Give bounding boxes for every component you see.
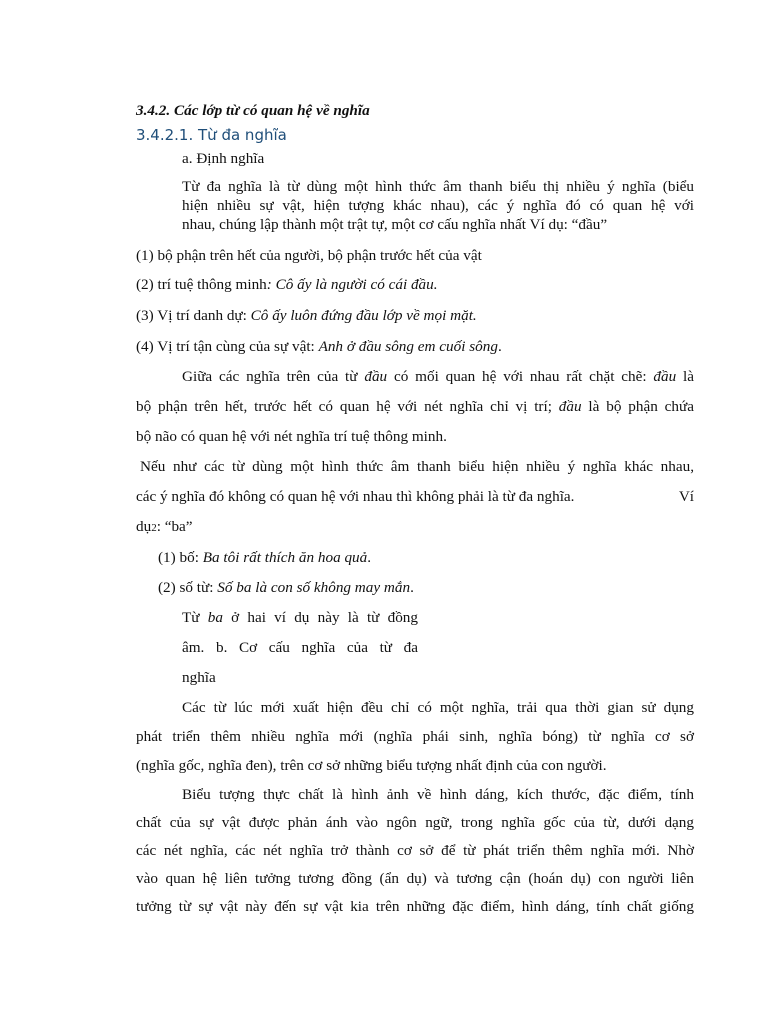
definition-line: hiện nhiều sự vật, hiện tượng khác nhau), các ý nghĩa đó có quan hệ với: [182, 197, 694, 214]
example-item: [136, 275, 694, 294]
paragraph-line: [182, 608, 418, 627]
example-text: .: [367, 549, 372, 566]
term: đầu: [558, 398, 582, 415]
paragraph-line: (nghĩa gốc, nghĩa đen), trên cơ sở những biểu tượng nhất định của con người.: [136, 757, 607, 774]
term: đầu: [653, 368, 677, 385]
example-item: [158, 578, 694, 597]
paragraph-line: [136, 397, 694, 416]
example-text: .: [497, 338, 502, 355]
example-sentence: Số ba là con số không may mắn: [217, 579, 411, 596]
subsection-heading: 3.4.2.1. Từ đa nghĩa: [136, 126, 287, 144]
text-run: là: [676, 368, 695, 385]
example-sentence: Cô ấy luôn đứng đầu lớp về mọi mặt.: [250, 307, 477, 324]
text-run: : “ba”: [156, 518, 193, 535]
term: ba: [207, 609, 223, 626]
paragraph-line: nghĩa: [182, 669, 216, 686]
example-text: .: [410, 579, 414, 596]
example-sentence: Anh ở đầu sông em cuối sông: [318, 338, 498, 355]
text-run: dụ: [136, 518, 152, 535]
definition-line: Từ đa nghĩa là từ dùng một hình thức âm thanh biểu thị nhiều ý nghĩa (biểu: [182, 178, 694, 195]
paragraph-line: tưởng từ sự vật này đến sự vật kia trên những đặc điểm, hình dáng, tính chất giống: [136, 898, 694, 915]
paragraph-line: chất của sự vật được phản ánh vào ngôn ngữ, trong nghĩa gốc của từ, dưới dạng: [136, 814, 694, 831]
text-run: Từ: [182, 609, 208, 626]
example-text: (4) Vị trí tận cùng của sự vật:: [136, 338, 319, 355]
example-text: (2) số từ:: [158, 579, 218, 596]
paragraph-line: vào quan hệ liên tưởng tương đồng (ẩn dụ) và tương cận (hoán dụ) con người liên: [136, 870, 694, 887]
definition-line: nhau, chúng lập thành một trật tự, một cơ cấu nghĩa nhất Ví dụ: “đầu”: [182, 216, 608, 233]
paragraph-line: âm. b. Cơ cấu nghĩa của từ đa: [182, 639, 418, 656]
term: đầu: [364, 368, 388, 385]
example-item: (1) bộ phận trên hết của người, bộ phận trước hết của vật: [136, 247, 482, 264]
example-item: [158, 548, 694, 567]
text-run: Giữa các nghĩa trên của từ: [182, 368, 365, 385]
paragraph-line: phát triển thêm nhiều nghĩa mới (nghĩa phái sinh, nghĩa bóng) từ nghĩa cơ sở: [136, 728, 694, 745]
part-a-title: a. Định nghĩa: [182, 150, 265, 167]
paragraph-line: [136, 517, 694, 536]
paragraph-line: Nếu như các từ dùng một hình thức âm thanh biểu hiện nhiều ý nghĩa khác nhau,: [140, 458, 694, 475]
paragraph-line: Các từ lúc mới xuất hiện đều chỉ có một nghĩa, trải qua thời gian sử dụng: [182, 699, 694, 716]
example-text: (3) Vị trí danh dự:: [136, 307, 251, 324]
text-run: Ví: [678, 488, 694, 505]
example-item: [136, 306, 694, 325]
paragraph-line: Biểu tượng thực chất là hình ảnh về hình dáng, kích thước, đặc điểm, tính: [182, 786, 694, 803]
text-run: ở hai ví dụ này là từ đồng: [222, 609, 418, 626]
example-sentence: Ba tôi rất thích ăn hoa quả: [202, 549, 368, 566]
example-text: (1) bố:: [158, 549, 203, 566]
section-heading: 3.4.2. Các lớp từ có quan hệ về nghĩa: [136, 102, 370, 119]
paragraph-line: [182, 367, 694, 386]
text-run: là bộ phận chứa: [581, 398, 694, 415]
example-item: [136, 337, 694, 356]
text-run: có mối quan hệ với nhau rất chặt chẽ:: [387, 368, 654, 385]
footnote-mark: 2: [151, 522, 157, 534]
text-run: bộ phận trên hết, trước hết có quan hệ với nét nghĩa chỉ vị trí;: [136, 398, 559, 415]
paragraph-line: các nét nghĩa, các nét nghĩa trở thành cơ sở để từ phát triển thêm nghĩa mới. Nhờ: [136, 842, 694, 859]
example-sentence: : Cô ấy là người có cái đầu.: [266, 276, 438, 293]
paragraph-line: [136, 487, 694, 506]
paragraph-line: bộ não có quan hệ với nét nghĩa trí tuệ thông minh.: [136, 428, 447, 445]
example-text: (2) trí tuệ thông minh: [136, 276, 267, 293]
text-run: các ý nghĩa đó không có quan hệ với nhau thì không phải là từ đa nghĩa.: [136, 488, 575, 505]
